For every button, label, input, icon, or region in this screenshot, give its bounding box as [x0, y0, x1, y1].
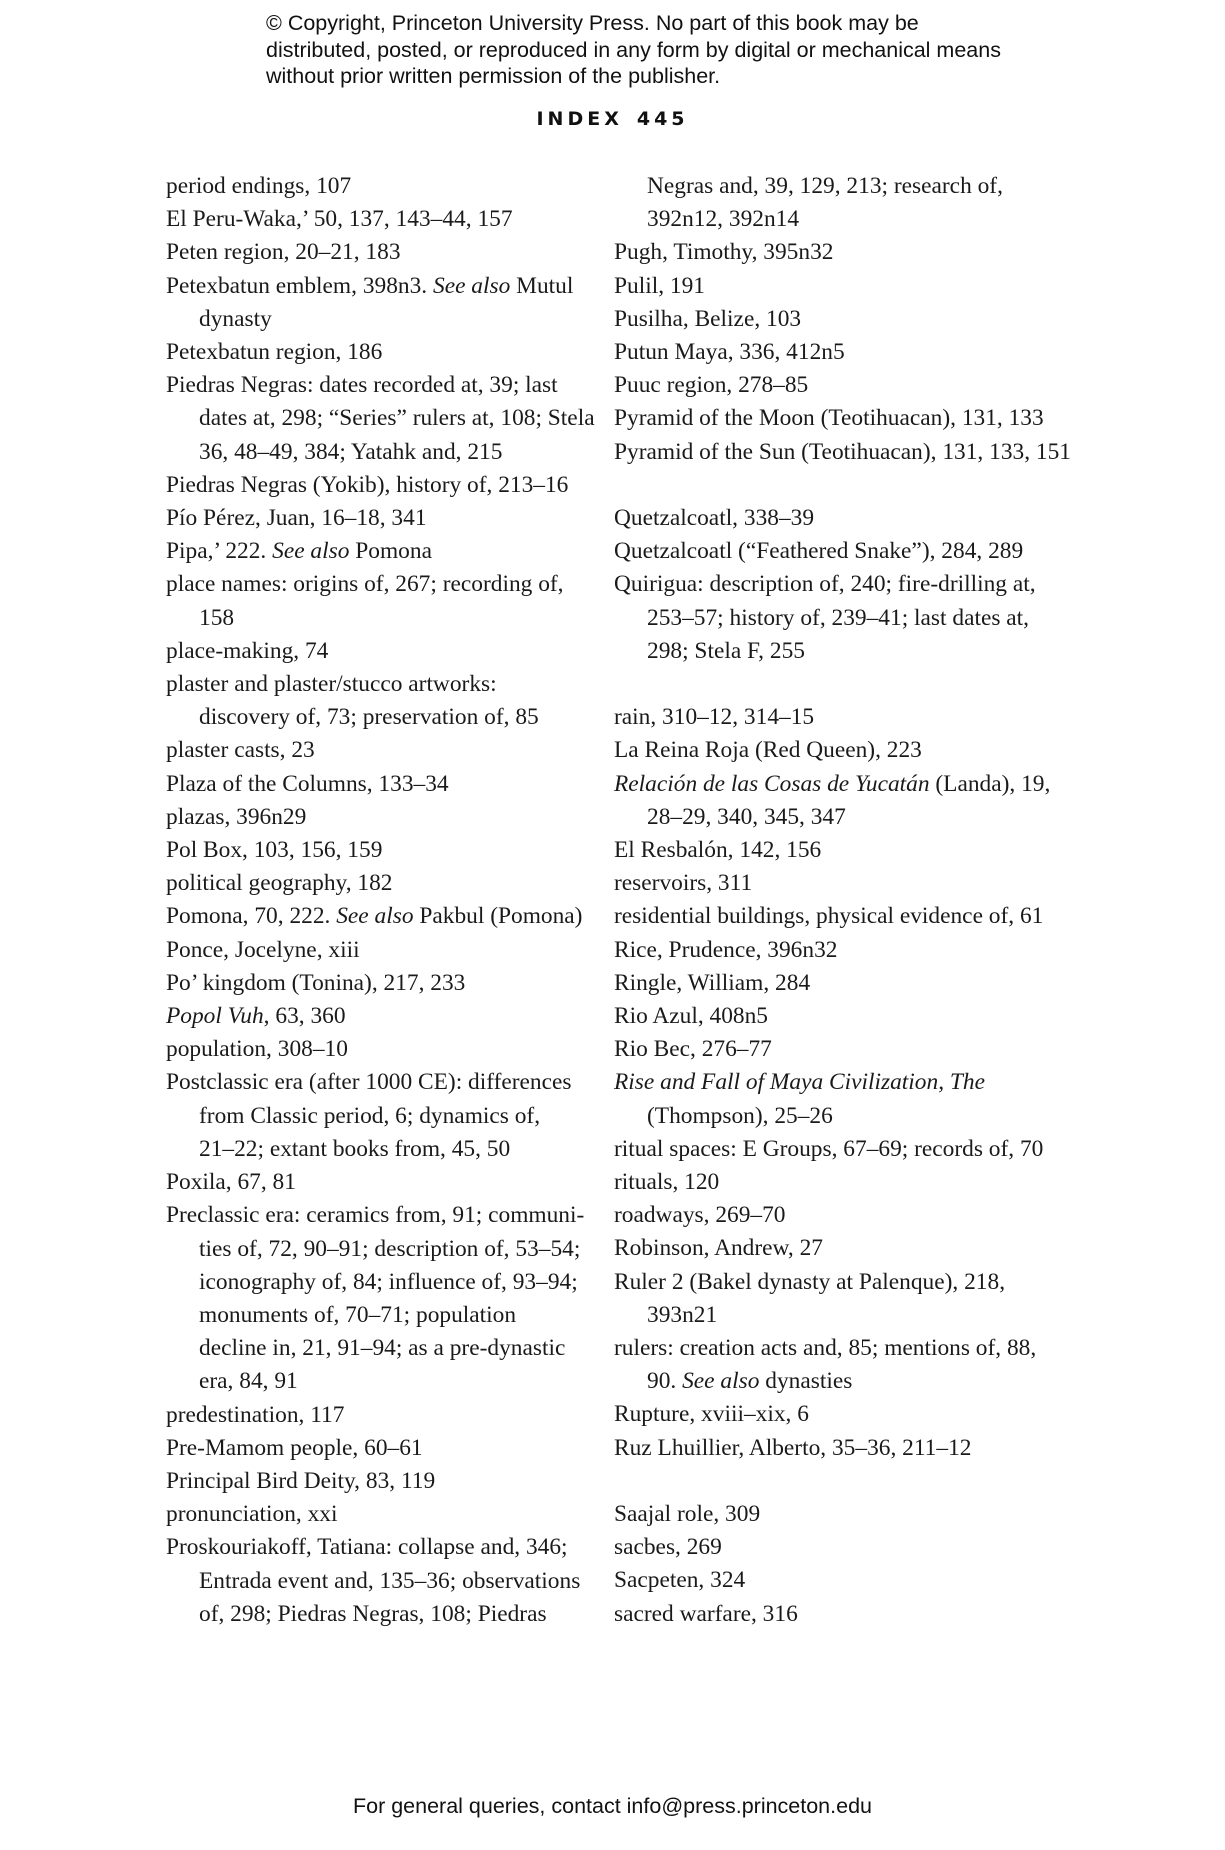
page-number: 445 [636, 108, 689, 130]
index-entry: population, 308–10 [166, 1036, 348, 1063]
index-entry: Quetzalcoatl, 338–39 [614, 505, 815, 532]
index-entry-continuation: 253–57; history of, 239–41; last dates at, [647, 604, 1030, 631]
index-entry: pronunciation, xxi [166, 1501, 338, 1528]
index-entry: plaster and plaster/stucco artworks: [166, 671, 497, 698]
index-entry: Pusilha, Belize, 103 [614, 305, 802, 332]
index-entry: Ringle, William, 284 [614, 969, 811, 996]
index-entry: rulers: creation acts and, 85; mentions of, 88, [614, 1335, 1037, 1362]
index-entry: Rio Bec, 276–77 [614, 1036, 772, 1063]
index-entry: Ponce, Jocelyne, xiii [166, 936, 360, 963]
running-head [0, 108, 1225, 130]
index-entry: Rise and Fall of Maya Civilization, The [614, 1069, 985, 1096]
index-entry: Po’ kingdom (Tonina), 217, 233 [166, 969, 466, 996]
index-entry: Pol Box, 103, 156, 159 [166, 837, 383, 864]
index-entry: Rio Azul, 408n5 [614, 1003, 768, 1030]
index-entry: Pulil, 191 [614, 272, 705, 299]
index-entry: La Reina Roja (Red Queen), 223 [614, 737, 922, 764]
index-entry: Proskouriakoff, Tatiana: collapse and, 346; [166, 1534, 568, 1561]
index-entry: Relación de las Cosas de Yucatán (Landa), 19, [614, 770, 1051, 797]
index-entry: Puuc region, 278–85 [614, 372, 809, 399]
index-entry-continuation: Entrada event and, 135–36; observations [199, 1567, 581, 1594]
index-entry-continuation: (Thompson), 25–26 [647, 1102, 833, 1129]
index-entry: Piedras Negras (Yokib), history of, 213–16 [166, 471, 569, 498]
index-entry: ritual spaces: E Groups, 67–69; records of, 70 [614, 1135, 1044, 1162]
index-entry: Putun Maya, 336, 412n5 [614, 339, 845, 366]
index-entry: El Resbalón, 142, 156 [614, 837, 822, 864]
index-entry-continuation: 158 [199, 604, 235, 631]
index-entry: Quirigua: description of, 240; fire-drilling at, [614, 571, 1036, 598]
index-entry: Petexbatun region, 186 [166, 339, 383, 366]
index-entry: plaster casts, 23 [166, 737, 315, 764]
index-entry: Robinson, Andrew, 27 [614, 1235, 823, 1262]
index-entry: Principal Bird Deity, 83, 119 [166, 1467, 436, 1494]
index-entry: Pipa,’ 222. See also Pomona [166, 538, 432, 565]
index-entry: rain, 310–12, 314–15 [614, 704, 815, 731]
index-entry-continuation: dates at, 298; “Series” rulers at, 108; Stela [199, 405, 595, 432]
index-entry: rituals, 120 [614, 1169, 720, 1196]
index-entry: Ruler 2 (Bakel dynasty at Palenque), 218, [614, 1268, 1006, 1295]
index-entry: Pugh, Timothy, 395n32 [614, 239, 834, 266]
index-entry-continuation: 393n21 [647, 1301, 718, 1328]
index-entry: sacbes, 269 [614, 1534, 722, 1561]
index-entry: Poxila, 67, 81 [166, 1169, 296, 1196]
index-entry: Pío Pérez, Juan, 16–18, 341 [166, 505, 427, 532]
index-entry: predestination, 117 [166, 1401, 345, 1428]
index-entry-continuation: 28–29, 340, 345, 347 [647, 803, 846, 830]
index-entry: place-making, 74 [166, 637, 329, 664]
index-entry: Pomona, 70, 222. See also Pakbul (Pomona) [166, 903, 583, 930]
index-column-left [166, 170, 595, 1631]
index-entry: Quetzalcoatl (“Feathered Snake”), 284, 289 [614, 538, 1024, 565]
index-entry-continuation: dynasty [199, 305, 272, 332]
index-entry-continuation: ties of, 72, 90–91; description of, 53–54; [199, 1235, 581, 1262]
index-entry-continuation: 36, 48–49, 384; Yatahk and, 215 [199, 438, 503, 465]
section-gap [614, 469, 1054, 502]
index-entry: Postclassic era (after 1000 CE): differences [166, 1069, 572, 1096]
index-entry: Popol Vuh, 63, 360 [166, 1003, 346, 1030]
index-entry: plazas, 396n29 [166, 803, 307, 830]
index-entry: roadways, 269–70 [614, 1202, 786, 1229]
index-entry: period endings, 107 [166, 173, 352, 199]
index-entry: Preclassic era: ceramics from, 91; communi- [166, 1202, 585, 1229]
index-entry: Peten region, 20–21, 183 [166, 239, 401, 266]
index-entry-continuation: iconography of, 84; influence of, 93–94; [199, 1268, 578, 1295]
index-entry: Piedras Negras: dates recorded at, 39; last [166, 372, 558, 399]
index-entry-continuation: from Classic period, 6; dynamics of, [199, 1102, 541, 1129]
index-entry: Sacpeten, 324 [614, 1567, 746, 1594]
index-entry-continuation: of, 298; Piedras Negras, 108; Piedras [199, 1600, 547, 1627]
index-entry: Saajal role, 309 [614, 1501, 761, 1528]
index-entry-continuation: 298; Stela F, 255 [647, 637, 805, 664]
copyright-notice: © Copyright, Princeton University Press. No part of this book may be distributed, posted, or reproduced in any form by digital or mechanical means without prior written permission of the publisher. [266, 11, 1001, 88]
section-gap [614, 1465, 1054, 1498]
index-entry-continuation: 21–22; extant books from, 45, 50 [199, 1135, 511, 1162]
index-entry: El Peru-Waka,’ 50, 137, 143–44, 157 [166, 206, 513, 233]
index-entry: Pre-Mamom people, 60–61 [166, 1434, 423, 1461]
index-entry: Ruz Lhuillier, Alberto, 35–36, 211–12 [614, 1434, 972, 1461]
index-entry: Petexbatun emblem, 398n3. See also Mutul [166, 272, 574, 299]
index-entry-continuation: decline in, 21, 91–94; as a pre-dynastic [199, 1335, 566, 1362]
index-entry-continuation: Negras and, 39, 129, 213; research of, [647, 173, 1003, 199]
index-entry: reservoirs, 311 [614, 870, 753, 897]
index-entry: political geography, 182 [166, 870, 393, 897]
index-entry-continuation: 392n12, 392n14 [647, 206, 800, 233]
index-entry: Rupture, xviii–xix, 6 [614, 1401, 809, 1428]
running-head-label: INDEX [536, 108, 623, 130]
section-gap [614, 668, 1054, 701]
index-entry: residential buildings, physical evidence of, 61 [614, 903, 1044, 930]
index-entry: sacred warfare, 316 [614, 1600, 798, 1627]
index-entry-continuation: 90. See also dynasties [647, 1368, 853, 1395]
index-column-right [614, 170, 1071, 1631]
index-entry: Plaza of the Columns, 133–34 [166, 770, 449, 797]
index-entry-continuation: discovery of, 73; preservation of, 85 [199, 704, 539, 731]
index-entry-continuation: monuments of, 70–71; population [199, 1301, 517, 1328]
index-entry: Pyramid of the Sun (Teotihuacan), 131, 133, 151 [614, 438, 1071, 465]
index-entry: place names: origins of, 267; recording of, [166, 571, 564, 598]
index-entry-continuation: era, 84, 91 [199, 1368, 298, 1395]
index-entry: Rice, Prudence, 396n32 [614, 936, 838, 963]
index-entry: Pyramid of the Moon (Teotihuacan), 131, 133 [614, 405, 1044, 432]
footer-contact: For general queries, contact info@press.princeton.edu [352, 1794, 872, 1818]
